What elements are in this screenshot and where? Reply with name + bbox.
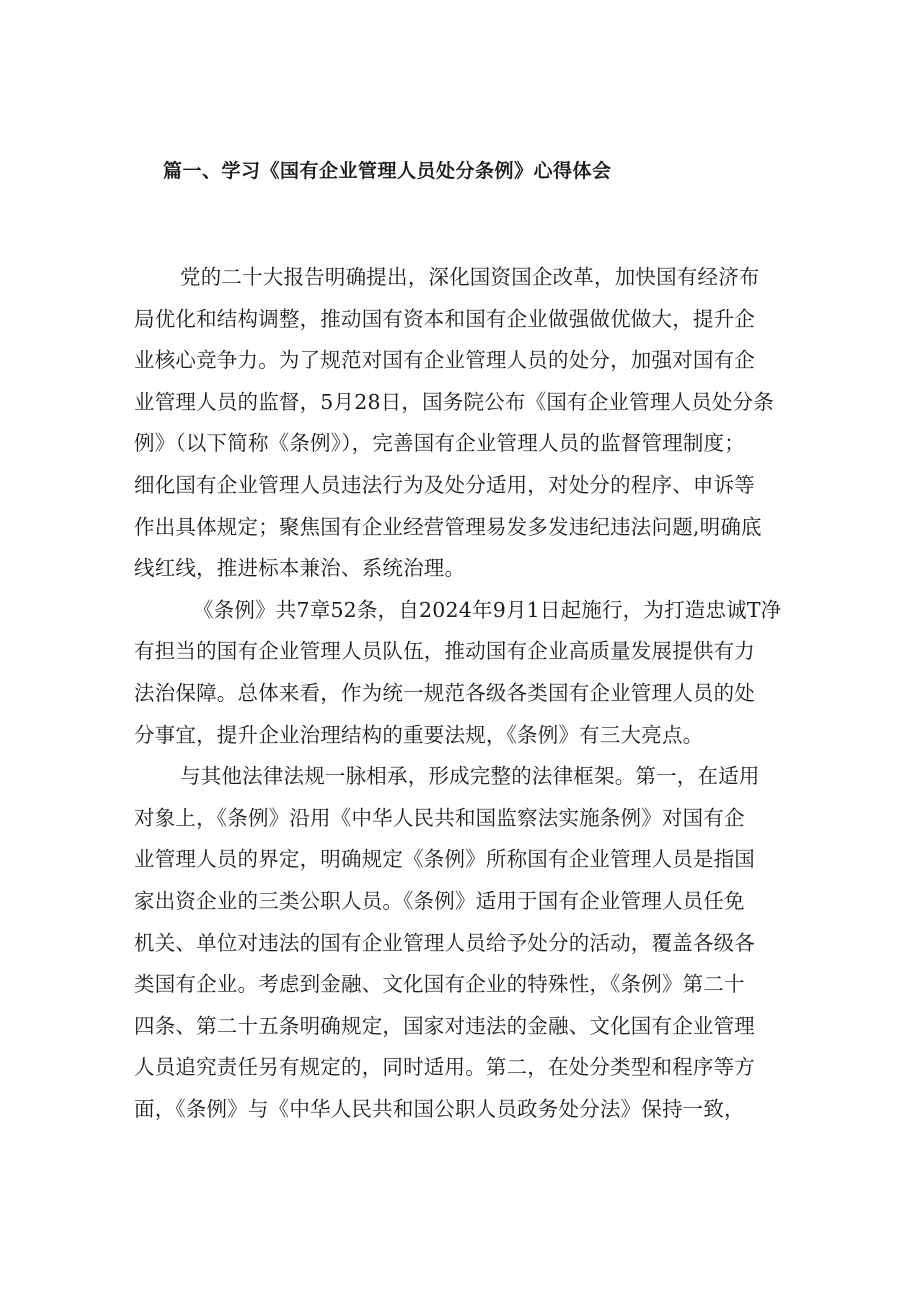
text-line: 党的二十大报告明确提出，深化国资国企改革，加快国有经济布 (180, 265, 760, 289)
text-line: 对象上，《条例》沿用《中华人民共和国监察法实施条例》对国有企 (134, 805, 745, 830)
text-line: 家出资企业的三类公职人员。《条例》适用于国有企业管理人员任免 (134, 888, 745, 913)
text-line: 线红线，推进标本兼治、系统治理。 (134, 556, 466, 581)
text-line: 作出具体规定；聚焦国有企业经营管理易发多发违纪违法问题,明确底 (134, 514, 762, 539)
text-line: 人员追究责任另有规定的，同时适用。第二，在处分类型和程序等方 (134, 1055, 755, 1080)
paragraph-3 (134, 756, 794, 1130)
text-line: 《条例》共7章52条，自2024年9月1日起施行，为打造忠诚T净 (193, 597, 782, 622)
text-line: 类国有企业。考虑到金融、文化国有企业的特殊性，《条例》第二十 (134, 972, 745, 997)
text-line: 与其他法律法规一脉相承，形成完整的法律框架。第一，在适用 (180, 764, 760, 789)
text-line: 细化国有企业管理人员违法行为及处分适用，对处分的程序、申诉等 (134, 472, 755, 497)
text-line: 机关、单位对违法的国有企业管理人员给予处分的活动，覆盖各级各 (134, 930, 755, 955)
document-body (134, 257, 794, 1130)
text-line: 四条、第二十五条明确规定，国家对违法的金融、文化国有企业管理 (134, 1013, 755, 1038)
text-line: 有担当的国有企业管理人员队伍，推动国有企业高质量发展提供有力 (134, 639, 755, 664)
text-line: 业管理人员的监督，5月28日，国务院公布《国有企业管理人员处分条 (134, 389, 775, 414)
text-line: 面，《条例》与《中华人民共和国公职人员政务处分法》保持一致， (134, 1096, 745, 1121)
document-title: 篇一、学习《国有企业管理人员处分条例》心得体会 (163, 160, 612, 182)
text-line: 局优化和结构调整，推动国有资本和国有企业做强做优做大，提升企 (134, 306, 755, 331)
text-line: 例》（以下简称《条例》），完善国有企业管理人员的监督管理制度； (134, 431, 745, 456)
text-line: 业核心竞争力。为了规范对国有企业管理人员的处分，加强对国有企 (134, 348, 755, 373)
paragraph-1 (134, 257, 794, 590)
paragraph-2 (134, 590, 794, 756)
text-line: 分事宜，提升企业治理结构的重要法规，《条例》有三大亮点。 (134, 722, 704, 747)
text-line: 业管理人员的界定，明确规定《条例》所称国有企业管理人员是指国 (134, 847, 755, 872)
text-line: 法治保障。总体来看，作为统一规范各级各类国有企业管理人员的处 (134, 680, 755, 705)
